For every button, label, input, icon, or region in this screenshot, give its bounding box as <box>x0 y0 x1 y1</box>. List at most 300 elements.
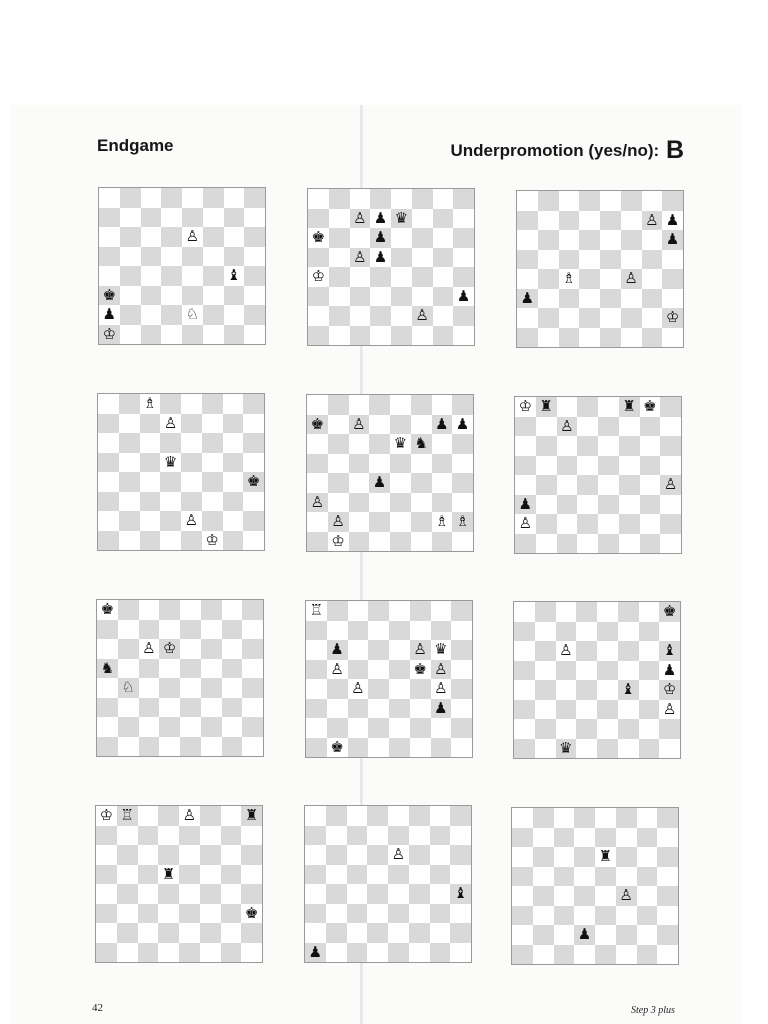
board-square <box>657 847 678 867</box>
black-king-icon: ♚ <box>413 659 427 678</box>
black-pawn-icon: ♟ <box>330 640 344 659</box>
board-square <box>432 532 453 552</box>
board-square <box>557 534 578 554</box>
board-square <box>329 287 350 307</box>
board-square <box>598 417 619 437</box>
board-square <box>244 305 265 325</box>
board-square <box>432 434 453 454</box>
board-square <box>117 943 138 963</box>
board-square <box>347 904 368 924</box>
board-square <box>409 826 430 846</box>
white-pawn-icon: ♙ <box>413 640 427 659</box>
board-square <box>223 414 244 434</box>
board-square <box>179 884 200 904</box>
board-square <box>159 717 180 737</box>
board-square <box>535 641 556 661</box>
board-square <box>514 700 535 720</box>
board-square <box>637 847 658 867</box>
board-square <box>616 867 637 887</box>
board-square <box>139 737 160 757</box>
board-square <box>98 453 119 473</box>
board-square <box>577 436 598 456</box>
board-square <box>557 436 578 456</box>
board-square <box>328 493 349 513</box>
black-queen-icon: ♛ <box>434 640 448 659</box>
board-square <box>535 739 556 759</box>
board-square <box>328 395 349 415</box>
board-square <box>182 286 203 306</box>
board-square <box>595 808 616 828</box>
board-square <box>662 211 683 231</box>
board-square <box>616 945 637 965</box>
board-square <box>160 531 181 551</box>
board-square <box>141 208 162 228</box>
board-square <box>577 397 598 417</box>
board-square <box>241 845 262 865</box>
board-square <box>430 923 451 943</box>
white-king-icon: ♔ <box>665 308 680 327</box>
board-square <box>158 845 179 865</box>
board-square <box>597 602 618 622</box>
board-square <box>203 286 224 306</box>
board-square <box>242 639 263 659</box>
board-square <box>244 227 265 247</box>
board-square <box>453 306 474 326</box>
board-square <box>243 433 264 453</box>
board-square <box>389 640 410 660</box>
board-square <box>657 828 678 848</box>
board-square <box>368 601 389 621</box>
board-square <box>158 943 179 963</box>
board-square <box>411 493 432 513</box>
black-king-icon: ♚ <box>643 397 657 416</box>
board-square <box>412 326 433 346</box>
white-pawn-icon: ♙ <box>184 511 199 530</box>
black-king-icon: ♚ <box>662 602 677 621</box>
board-square <box>222 698 243 718</box>
white-king-icon: ♔ <box>99 806 114 825</box>
board-square <box>159 600 180 620</box>
board-square <box>597 700 618 720</box>
board-square <box>349 532 370 552</box>
board-square <box>535 622 556 642</box>
board-square <box>349 415 370 435</box>
board-square <box>637 945 658 965</box>
board-square <box>639 661 660 681</box>
board-square <box>368 679 389 699</box>
board-square <box>140 472 161 492</box>
board-square <box>515 417 536 437</box>
board-square <box>388 845 409 865</box>
board-square <box>412 189 433 209</box>
board-square <box>390 532 411 552</box>
board-square <box>390 415 411 435</box>
black-pawn-icon: ♟ <box>434 698 448 717</box>
board-square <box>139 600 160 620</box>
board-square <box>432 454 453 474</box>
board-square <box>241 923 262 943</box>
board-square <box>616 925 637 945</box>
board-square <box>576 680 597 700</box>
board-square <box>117 904 138 924</box>
board-square <box>451 660 472 680</box>
board-square <box>554 945 575 965</box>
board-square <box>433 189 454 209</box>
black-bishop-icon: ♝ <box>621 680 635 699</box>
board-square <box>97 620 118 640</box>
black-pawn-icon: ♟ <box>577 925 592 944</box>
board-square <box>200 904 221 924</box>
board-square <box>556 661 577 681</box>
board-square <box>451 679 472 699</box>
white-bishop-icon: ♗ <box>143 394 157 413</box>
board-square <box>348 640 369 660</box>
board-square <box>616 828 637 848</box>
white-rook-icon: ♖ <box>309 601 324 620</box>
board-square <box>453 189 474 209</box>
board-square <box>305 904 326 924</box>
board-square <box>598 514 619 534</box>
board-square <box>98 414 119 434</box>
board-square <box>96 865 117 885</box>
board-square <box>390 473 411 493</box>
board-square <box>139 639 160 659</box>
board-square <box>660 514 681 534</box>
board-square <box>619 514 640 534</box>
board-square <box>221 884 242 904</box>
board-square <box>577 495 598 515</box>
board-square <box>242 678 263 698</box>
white-pawn-icon: ♙ <box>330 659 344 678</box>
board-square <box>222 600 243 620</box>
board-square <box>391 228 412 248</box>
board-square <box>120 305 141 325</box>
board-square <box>241 943 262 963</box>
board-square <box>389 621 410 641</box>
board-square <box>657 867 678 887</box>
board-square <box>347 806 368 826</box>
chess-diagram-6 <box>514 396 682 554</box>
board-square <box>577 417 598 437</box>
black-pawn-icon: ♟ <box>665 230 680 249</box>
board-square <box>161 325 182 345</box>
board-square <box>557 397 578 417</box>
board-square <box>99 247 120 267</box>
board-square <box>350 228 371 248</box>
board-square <box>98 394 119 414</box>
board-square <box>159 620 180 640</box>
black-pawn-icon: ♟ <box>456 286 471 305</box>
board-square <box>409 845 430 865</box>
board-square <box>640 514 661 534</box>
board-square <box>600 230 621 250</box>
board-square <box>388 943 409 963</box>
board-square <box>410 699 431 719</box>
board-square <box>138 923 159 943</box>
board-square <box>600 269 621 289</box>
black-pawn-icon: ♟ <box>373 247 388 266</box>
black-pawn-icon: ♟ <box>373 228 388 247</box>
board-square <box>576 602 597 622</box>
board-square <box>307 532 328 552</box>
board-square <box>618 622 639 642</box>
board-square <box>201 698 222 718</box>
board-square <box>557 456 578 476</box>
board-square <box>600 328 621 348</box>
board-square <box>141 305 162 325</box>
white-bishop-icon: ♗ <box>435 512 449 531</box>
board-square <box>179 923 200 943</box>
board-square <box>203 208 224 228</box>
board-square <box>600 308 621 328</box>
board-square <box>327 601 348 621</box>
white-pawn-icon: ♙ <box>351 679 365 698</box>
board-square <box>411 395 432 415</box>
board-square <box>577 514 598 534</box>
board-square <box>241 865 262 885</box>
board-square <box>243 492 264 512</box>
board-square <box>659 622 680 642</box>
board-square <box>637 828 658 848</box>
board-square <box>117 884 138 904</box>
board-square <box>514 739 535 759</box>
board-square <box>180 620 201 640</box>
board-square <box>512 925 533 945</box>
board-square <box>556 680 577 700</box>
board-square <box>222 737 243 757</box>
board-square <box>598 495 619 515</box>
board-square <box>538 289 559 309</box>
board-square <box>243 414 264 434</box>
board-square <box>388 904 409 924</box>
black-king-icon: ♚ <box>311 228 326 247</box>
board-square <box>639 602 660 622</box>
white-pawn-icon: ♙ <box>163 413 178 432</box>
board-square <box>159 659 180 679</box>
board-square <box>138 884 159 904</box>
board-square <box>600 211 621 231</box>
board-square <box>221 845 242 865</box>
board-square <box>120 208 141 228</box>
board-square <box>347 923 368 943</box>
board-square <box>161 305 182 325</box>
board-square <box>618 680 639 700</box>
board-square <box>307 473 328 493</box>
black-queen-icon: ♛ <box>163 452 178 471</box>
board-square <box>598 475 619 495</box>
board-square <box>514 680 535 700</box>
board-square <box>370 228 391 248</box>
board-square <box>574 867 595 887</box>
board-square <box>117 845 138 865</box>
board-square <box>329 306 350 326</box>
board-square <box>556 622 577 642</box>
black-king-icon: ♚ <box>330 737 344 756</box>
board-square <box>308 189 329 209</box>
board-square <box>659 680 680 700</box>
board-square <box>451 738 472 758</box>
board-square <box>368 718 389 738</box>
white-king-icon: ♔ <box>102 324 117 343</box>
board-square <box>536 475 557 495</box>
board-square <box>202 433 223 453</box>
board-square <box>409 943 430 963</box>
board-square <box>179 845 200 865</box>
board-square <box>370 267 391 287</box>
board-square <box>514 719 535 739</box>
board-square <box>203 188 224 208</box>
board-square <box>579 289 600 309</box>
board-square <box>98 511 119 531</box>
board-square <box>660 417 681 437</box>
board-square <box>410 621 431 641</box>
board-square <box>390 454 411 474</box>
board-square <box>576 622 597 642</box>
board-square <box>161 286 182 306</box>
board-square <box>453 267 474 287</box>
black-rook-icon: ♜ <box>598 847 613 866</box>
board-square <box>659 719 680 739</box>
board-square <box>451 640 472 660</box>
board-square <box>161 227 182 247</box>
board-square <box>640 456 661 476</box>
board-square <box>99 227 120 247</box>
board-square <box>538 250 559 270</box>
board-square <box>97 659 118 679</box>
board-square <box>660 397 681 417</box>
board-square <box>538 328 559 348</box>
board-square <box>159 737 180 757</box>
black-bishop-icon: ♝ <box>662 641 677 660</box>
board-square <box>662 269 683 289</box>
board-square <box>329 189 350 209</box>
board-square <box>642 269 663 289</box>
board-square <box>222 717 243 737</box>
chess-diagram-9 <box>513 601 681 759</box>
board-square <box>642 191 663 211</box>
board-square <box>347 826 368 846</box>
board-square <box>326 826 347 846</box>
black-pawn-icon: ♟ <box>435 414 449 433</box>
board-square <box>432 493 453 513</box>
white-king-icon: ♔ <box>205 530 219 549</box>
board-square <box>244 188 265 208</box>
board-square <box>180 639 201 659</box>
board-square <box>556 739 577 759</box>
board-square <box>348 679 369 699</box>
board-square <box>203 247 224 267</box>
board-square <box>556 719 577 739</box>
board-square <box>223 433 244 453</box>
board-square <box>349 454 370 474</box>
board-square <box>517 308 538 328</box>
board-square <box>158 865 179 885</box>
board-square <box>577 475 598 495</box>
board-square <box>619 534 640 554</box>
board-square <box>224 188 245 208</box>
board-square <box>453 228 474 248</box>
board-square <box>224 286 245 306</box>
board-square <box>182 247 203 267</box>
board-square <box>368 738 389 758</box>
board-square <box>642 230 663 250</box>
board-square <box>536 495 557 515</box>
board-square <box>370 189 391 209</box>
board-square <box>431 738 452 758</box>
board-square <box>556 700 577 720</box>
board-square <box>410 738 431 758</box>
board-square <box>180 678 201 698</box>
board-square <box>430 943 451 963</box>
board-square <box>621 191 642 211</box>
board-square <box>597 641 618 661</box>
board-square <box>158 884 179 904</box>
board-square <box>242 737 263 757</box>
board-square <box>350 267 371 287</box>
board-square <box>557 495 578 515</box>
board-square <box>657 906 678 926</box>
board-square <box>412 228 433 248</box>
board-square <box>117 865 138 885</box>
board-square <box>369 512 390 532</box>
board-square <box>662 191 683 211</box>
board-square <box>554 906 575 926</box>
board-square <box>450 806 471 826</box>
board-square <box>619 436 640 456</box>
board-square <box>328 512 349 532</box>
black-king-icon: ♚ <box>310 414 325 433</box>
board-square <box>559 211 580 231</box>
board-square <box>141 247 162 267</box>
board-square <box>535 700 556 720</box>
board-square <box>517 328 538 348</box>
board-square <box>369 493 390 513</box>
chess-diagram-2 <box>307 188 475 346</box>
board-square <box>224 325 245 345</box>
board-square <box>411 473 432 493</box>
board-square <box>411 454 432 474</box>
board-square <box>119 453 140 473</box>
board-square <box>141 188 162 208</box>
black-rook-icon: ♜ <box>244 806 259 825</box>
board-square <box>138 826 159 846</box>
board-square <box>97 737 118 757</box>
board-square <box>390 493 411 513</box>
board-square <box>515 534 536 554</box>
board-square <box>554 847 575 867</box>
board-square <box>138 865 159 885</box>
board-square <box>367 923 388 943</box>
board-square <box>533 847 554 867</box>
black-king-icon: ♚ <box>246 472 261 491</box>
board-square <box>452 473 473 493</box>
board-square <box>640 436 661 456</box>
board-square <box>119 433 140 453</box>
board-square <box>640 397 661 417</box>
board-square <box>662 308 683 328</box>
black-pawn-icon: ♟ <box>372 473 387 492</box>
board-square <box>453 209 474 229</box>
board-square <box>182 188 203 208</box>
page-title-left: Endgame <box>97 136 174 155</box>
board-square <box>368 699 389 719</box>
board-square <box>431 601 452 621</box>
board-square <box>181 492 202 512</box>
board-square <box>451 718 472 738</box>
white-pawn-icon: ♙ <box>391 845 406 864</box>
board-square <box>391 209 412 229</box>
board-square <box>538 191 559 211</box>
